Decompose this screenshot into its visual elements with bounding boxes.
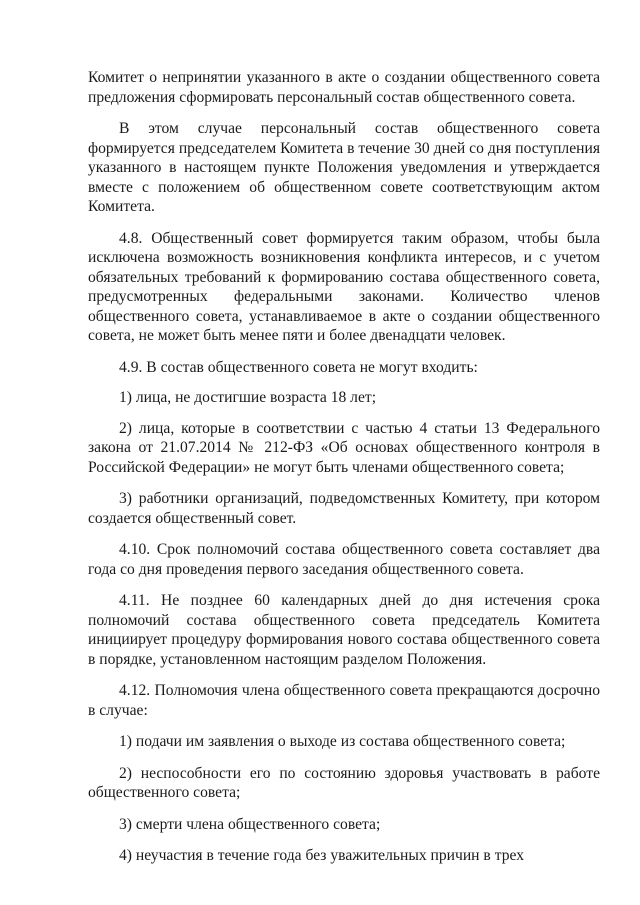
document-body bbox=[88, 68, 600, 878]
list-item-4-12-3: 3) смерти члена общественного совета; bbox=[119, 815, 381, 833]
list-item-4-9-3: 3) работники организаций, подведомственных Комитету, при котором создается общественный совет. bbox=[88, 490, 600, 527]
list-item-4-12-1: 1) подачи им заявления о выходе из состава общественного совета; bbox=[119, 733, 566, 750]
list-item-4-12-4: 4) неучастия в течение года без уважительных причин в трех bbox=[119, 847, 525, 864]
list-item-4-9-2: 2) лица, которые в соответствии с частью 4 статьи 13 Федерального закона от 21.07.2014 № 212-ФЗ «Об основах общественного контроля в Российской Федерации» не могут быть членами общественного совета; bbox=[88, 419, 600, 476]
paragraph-4-12: 4.12. Полномочия члена общественного совета прекращаются досрочно в случае: bbox=[88, 682, 600, 719]
paragraph-4-11: 4.11. Не позднее 60 календарных дней до дня истечения срока полномочий состава общественного совета председатель Комитета инициирует процедуру формирования нового состава общественного совета в порядке, установленном настоящим разделом Положения. bbox=[88, 592, 600, 668]
paragraph-4-9: 4.9. В состав общественного совета не могут входить: bbox=[119, 358, 478, 376]
paragraph-4-8: 4.8. Общественный совет формируется таким образом, чтобы была исключена возможность возникновения конфликта интересов, и с учетом обязательных требований к формированию состава общественного совета, предусмотренных федеральными законами. Количество членов общественного совета, устанавливаемое в акте о создании общественного совета, не может быть менее пяти и более двенадцати человек. bbox=[88, 229, 600, 344]
paragraph-personal-composition: В этом случае персональный состав общественного совета формируется председателем Комитета в течение 30 дней со дня поступления указанного в настоящем пункте Положения уведомления и утверждается вместе с положением об общественном совете соответствующим актом Комитета. bbox=[88, 120, 600, 215]
list-item-4-9-1: 1) лица, не достигшие возраста 18 лет; bbox=[119, 389, 377, 406]
list-item-4-12-2: 2) неспособности его по состоянию здоровья участвовать в работе общественного совета; bbox=[88, 764, 600, 801]
paragraph-4-10: 4.10. Срок полномочий состава общественного совета составляет два года со дня проведения первого заседания общественного совета. bbox=[88, 541, 600, 578]
paragraph-continuation: Комитет о непринятии указанного в акте о создании общественного совета предложения сформировать персональный состав общественного совета. bbox=[88, 69, 600, 106]
